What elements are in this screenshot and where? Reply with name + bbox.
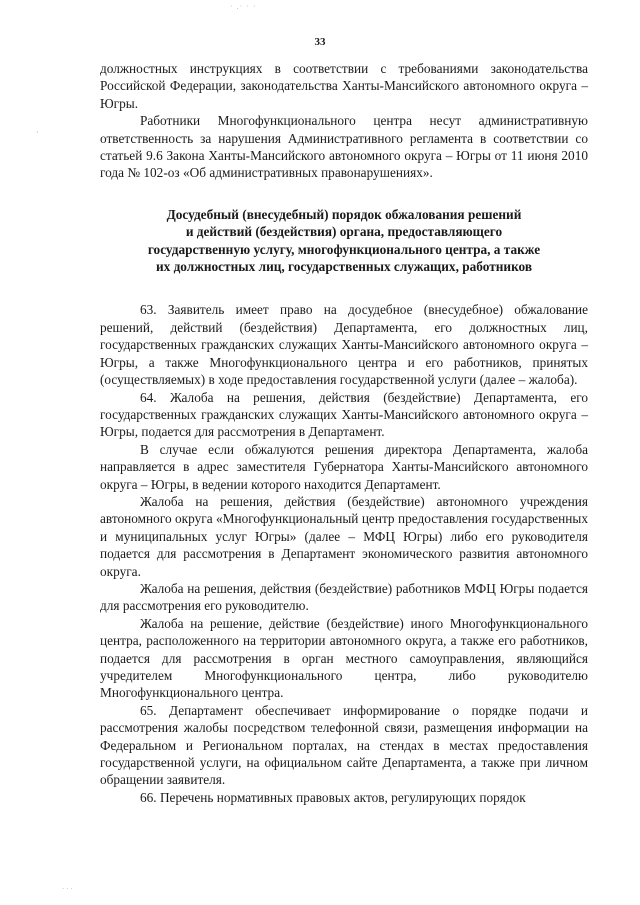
margin-mark: · <box>36 128 39 137</box>
paragraph-64: 64. Жалоба на решения, действия (бездействие) Департамента, его государственных гражданских служащих Ханты-Мансийского автономного округа – Югры, подается для рассмотрения в Департамент. <box>100 389 588 440</box>
paragraph-mfc-responsibility: Работники Многофункционального центра несут административную ответственность за нарушения Административного регламента в соответствии со статьей 9.6 Закона Ханты-Мансийского автономного округа – Югры от 11 июня 2010 года № 102-оз «Об административных правонарушениях». <box>100 113 588 181</box>
section-heading-line: Досудебный (внесудебный) порядок обжалования решений <box>166 206 522 222</box>
paragraph-66: 66. Перечень нормативных правовых актов, регулирующих порядок <box>140 789 526 805</box>
section-heading <box>100 206 588 276</box>
paragraph-mfc-workers-complaint: Жалоба на решения, действия (бездействие) работников МФЦ Югры подается для рассмотрения его руководителю. <box>100 580 588 614</box>
section-heading-line: государственную услугу, многофункционального центра, а также <box>147 241 541 257</box>
paragraph-continuation: должностных инструкциях в соответствии с требованиями законодательства Российской Федерации, законодательства Ханты-Мансийского автономного округа – Югры. <box>100 61 588 111</box>
scan-artifact: · · · <box>62 885 73 893</box>
section-heading-line: их должностных лиц, государственных служащих, работников <box>155 259 533 275</box>
paragraph-director-complaint: В случае если обжалуются решения директора Департамента, жалоба направляется в адрес заместителя Губернатора Ханты-Мансийского автономного округа – Югры, в ведении которого находится Департамент. <box>100 441 588 492</box>
paragraph-65: 65. Департамент обеспечивает информирование о порядке подачи и рассмотрения жалобы посредством телефонной связи, размещения информации на Федеральном и Региональном порталах, на стендах в местах предоставления государственной услуги, на официальном сайте Департамента, а также при личном обращении заявителя. <box>100 702 588 788</box>
paragraph-other-mfc-complaint: Жалоба на решение, действие (бездействие) иного Многофункционального центра, расположенного на территории автономного округа, а также его работников, подается для рассмотрения в орган местного самоуправления, являющийся учредителем Многофункционального центра, либо руководителю Многофункционального центра. <box>100 615 588 701</box>
paragraph-63: 63. Заявитель имеет право на досудебное (внесудебное) обжалование решений, действий (бездействия) Департамента, его должностных лиц, государственных гражданских служащих Ханты-Мансийского автономного округа – Югры, а также Многофункционального центра и его работников, принятых (осуществляемых) в ходе предоставления государственной услуги (далее – жалоба). <box>100 302 588 388</box>
scan-noise: · .· · · <box>230 2 257 11</box>
section-heading-line: и действий (бездействия) органа, предоставляющего <box>185 224 503 240</box>
document-body <box>100 60 588 806</box>
paragraph-mfc-yugra-complaint: Жалоба на решения, действия (бездействие) автономного учреждения автономного округа «Многофункциональный центр предоставления государственных и муниципальных услуг Югры» (далее – МФЦ Югры) либо его руководителя подается для рассмотрения в Департамент экономического развития автономного округа. <box>100 493 588 579</box>
page-number: 33 <box>314 36 326 48</box>
